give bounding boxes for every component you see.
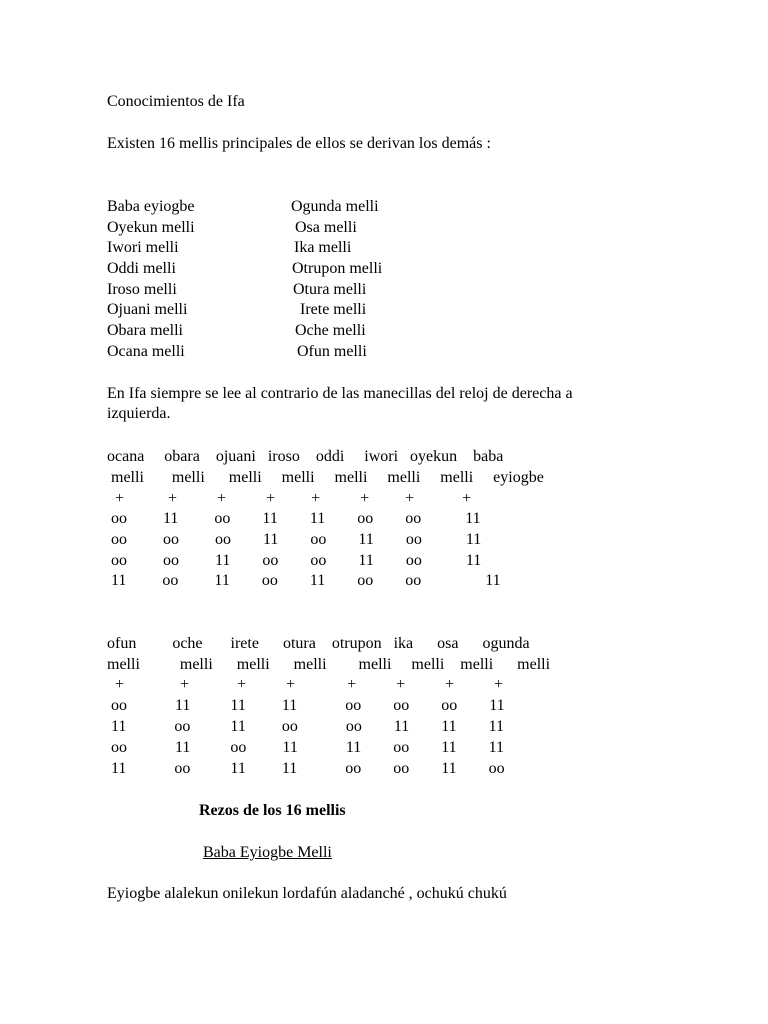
melli-left-item: Oyekun melli	[107, 219, 195, 236]
table-row: 11 oo 11 oo 11 oo oo 11	[107, 572, 501, 589]
reading-note-line: izquierda.	[107, 405, 171, 422]
melli-left-item: Obara melli	[107, 322, 183, 339]
melli-right-item: Otura melli	[293, 281, 367, 298]
melli-right-item: Ika melli	[294, 239, 352, 256]
melli-right-item: Irete melli	[300, 301, 367, 318]
melli-right-item: Osa melli	[295, 219, 357, 236]
melli-right-item: Ofun melli	[297, 343, 367, 360]
table-row: oo 11 oo 11 11 oo 11 11	[107, 739, 505, 756]
melli-right-item: Oche melli	[295, 322, 366, 339]
melli-left-item: Oddi melli	[107, 260, 176, 277]
table-row: oo 11 11 11 oo oo oo 11	[107, 697, 505, 714]
table-row: + + + + + + + +	[107, 490, 472, 507]
melli-left-item: Ocana melli	[107, 343, 185, 360]
melli-left-item: Iwori melli	[107, 239, 179, 256]
intro-paragraph: Existen 16 mellis principales de ellos se derivan los demás :	[107, 135, 491, 152]
melli-left-item: Baba eyiogbe	[107, 198, 195, 215]
melli-left-item: Ojuani melli	[107, 301, 188, 318]
table-row: oo oo 11 oo oo 11 oo 11	[107, 552, 482, 569]
table-row: ocana obara ojuani iroso oddi iwori oyekun baba	[107, 448, 504, 465]
baba-eyiogbe-heading: Baba Eyiogbe Melli	[203, 844, 332, 861]
document-title: Conocimientos de Ifa	[107, 93, 245, 110]
table-row: melli melli melli melli melli melli melli eyiogbe	[107, 469, 544, 486]
prayer-line: Eyiogbe alalekun onilekun lordafún aladanché , ochukú chukú	[107, 885, 507, 902]
rezos-heading: Rezos de los 16 mellis	[199, 802, 346, 819]
table-row: 11 oo 11 oo oo 11 11 11	[107, 718, 505, 735]
table-row: melli melli melli melli melli melli melli melli	[107, 656, 551, 673]
table-row: oo 11 oo 11 11 oo oo 11	[107, 510, 481, 527]
reading-note-line: En Ifa siempre se lee al contrario de las manecillas del reloj de derecha a	[107, 385, 573, 402]
table-row: 11 oo 11 11 oo oo 11 oo	[107, 760, 505, 777]
melli-right-item: Ogunda melli	[291, 198, 379, 215]
melli-right-item: Otrupon melli	[292, 260, 383, 277]
table-row: oo oo oo 11 oo 11 oo 11	[107, 531, 482, 548]
table-row: + + + + + + + +	[107, 676, 504, 693]
table-row: ofun oche irete otura otrupon ika osa ogunda	[107, 635, 530, 652]
melli-left-item: Iroso melli	[107, 281, 177, 298]
